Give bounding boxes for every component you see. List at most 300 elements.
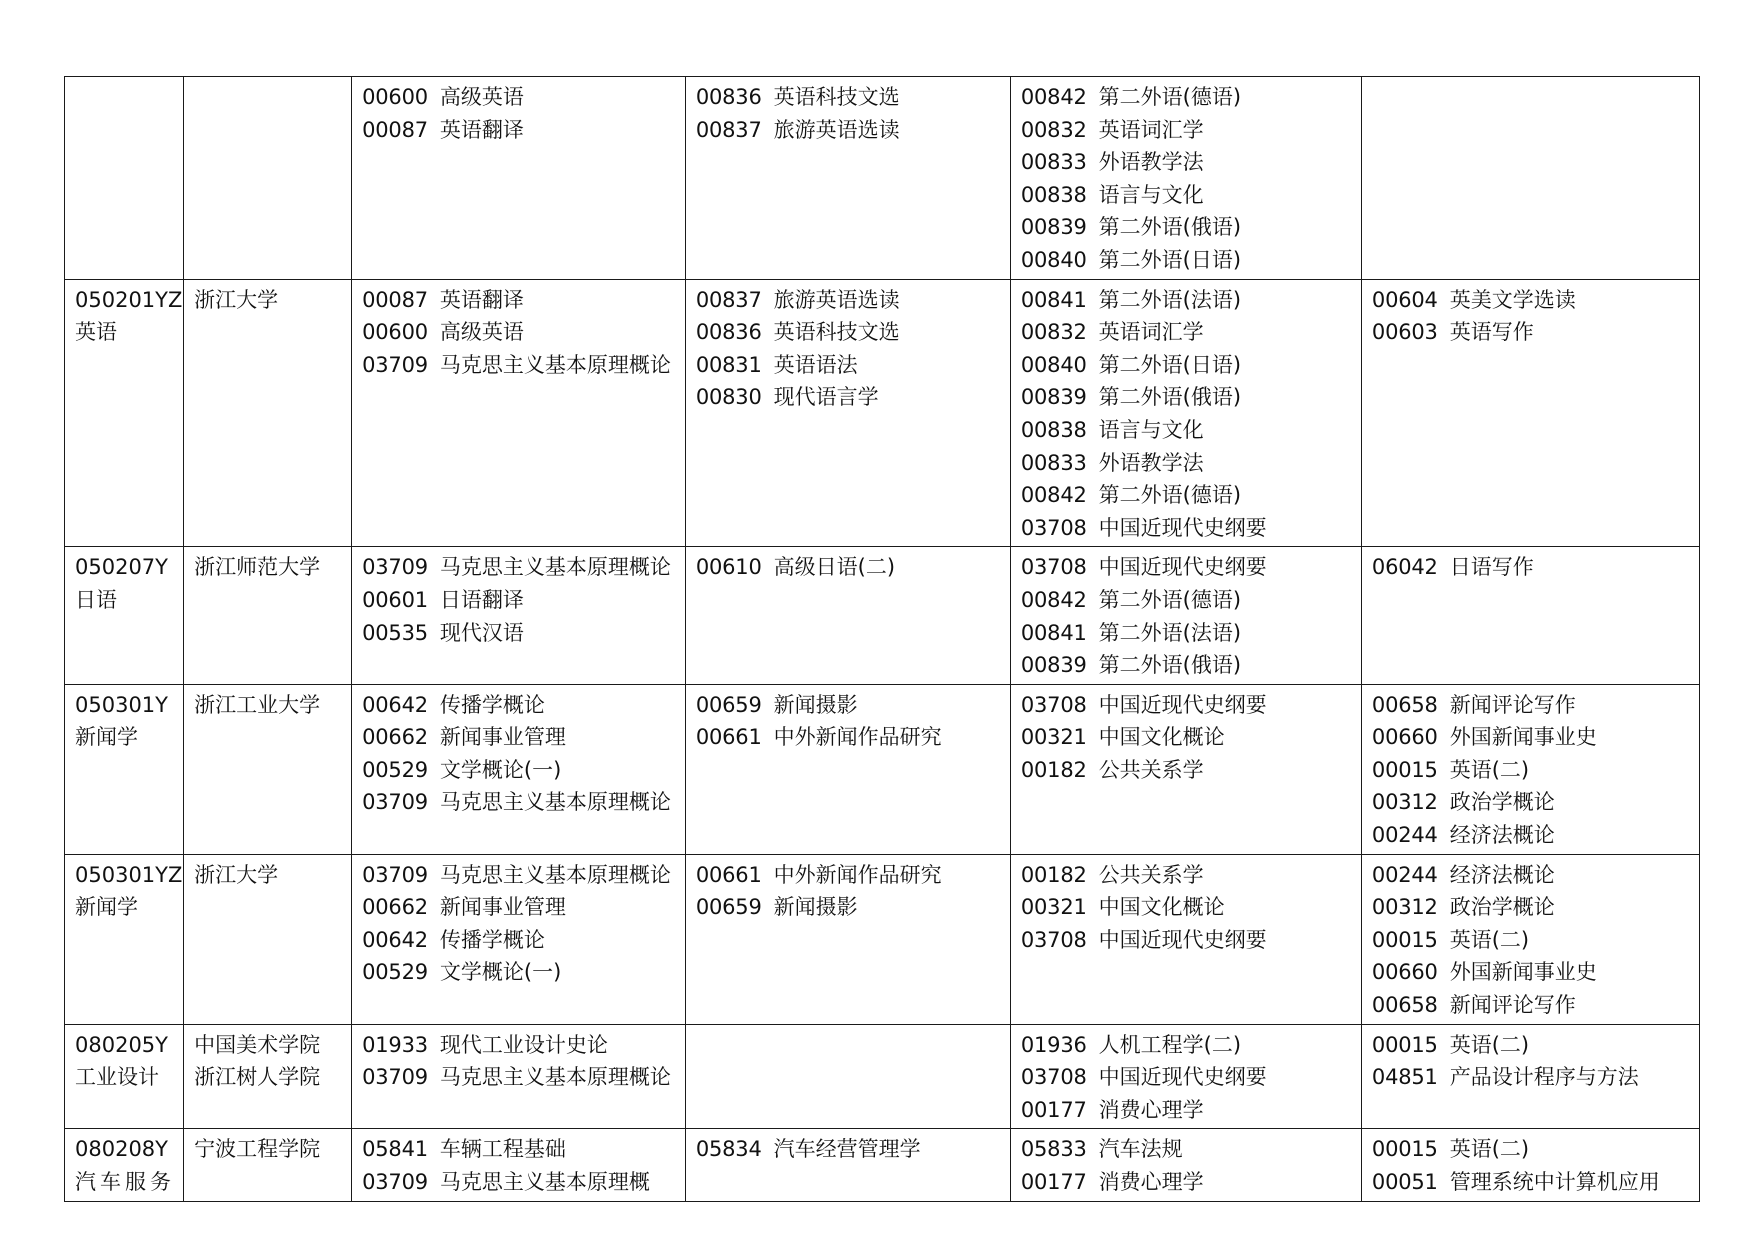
course-item bbox=[362, 956, 675, 989]
course-name: 第二外语(俄语) bbox=[1098, 385, 1242, 410]
major-name: 日语 bbox=[75, 587, 117, 612]
course-item bbox=[1372, 989, 1689, 1022]
course-name: 马克思主义基本原理概论 bbox=[439, 862, 671, 887]
course-code: 00182 bbox=[1020, 757, 1087, 782]
course-code: 00660 bbox=[1371, 960, 1438, 985]
major-cell bbox=[65, 684, 184, 854]
course-cell-c4 bbox=[1361, 684, 1699, 854]
major-cell bbox=[65, 279, 184, 547]
major-code: 080208Y bbox=[75, 1137, 168, 1162]
major-name: 汽车服务 bbox=[75, 1170, 175, 1194]
course-item bbox=[362, 1133, 675, 1166]
course-item bbox=[1372, 689, 1689, 722]
course-code: 04851 bbox=[1371, 1065, 1438, 1090]
course-code: 00244 bbox=[1371, 823, 1438, 848]
course-cell-c1 bbox=[352, 1024, 686, 1129]
course-name: 新闻事业管理 bbox=[439, 725, 566, 750]
course-cell-c3 bbox=[1010, 1024, 1361, 1129]
course-item bbox=[362, 1061, 675, 1094]
course-code: 00842 bbox=[1020, 85, 1087, 109]
course-item bbox=[362, 786, 675, 819]
major-code: 080205Y bbox=[75, 1032, 168, 1057]
course-code: 00015 bbox=[1371, 927, 1438, 952]
school-cell bbox=[184, 1129, 352, 1201]
course-code: 00529 bbox=[362, 960, 428, 985]
course-item bbox=[362, 617, 675, 650]
course-cell-c2 bbox=[685, 77, 1010, 280]
course-item bbox=[1021, 447, 1351, 480]
course-name: 第二外语(德语) bbox=[1098, 483, 1242, 508]
course-name: 英语翻译 bbox=[439, 117, 524, 142]
course-name: 汽车经营管理学 bbox=[773, 1137, 921, 1162]
course-name: 马克思主义基本原理概论 bbox=[439, 555, 671, 580]
course-name: 现代汉语 bbox=[439, 620, 524, 645]
course-code: 00535 bbox=[362, 620, 428, 645]
table-row bbox=[65, 1024, 1700, 1129]
course-item bbox=[696, 114, 1000, 147]
course-name: 经济法概论 bbox=[1449, 862, 1555, 887]
course-name: 马克思主义基本原理概论 bbox=[439, 790, 671, 815]
school-cell bbox=[184, 279, 352, 547]
course-cell-c2 bbox=[685, 279, 1010, 547]
course-code: 00604 bbox=[1371, 287, 1438, 312]
course-code: 00312 bbox=[1371, 790, 1438, 815]
course-code: 00832 bbox=[1020, 117, 1087, 142]
table-row bbox=[65, 77, 1700, 280]
course-name: 中国文化概论 bbox=[1098, 725, 1225, 750]
major-code: 050301Y bbox=[75, 692, 168, 717]
course-code: 00839 bbox=[1020, 385, 1087, 410]
course-name: 中外新闻作品研究 bbox=[773, 862, 942, 887]
course-code: 00658 bbox=[1371, 993, 1438, 1018]
course-code: 00836 bbox=[695, 320, 762, 345]
course-code: 05833 bbox=[1020, 1137, 1087, 1162]
school-name: 浙江大学 bbox=[194, 287, 279, 312]
course-code: 03708 bbox=[1020, 927, 1087, 952]
course-code: 00603 bbox=[1371, 320, 1438, 345]
course-code: 00837 bbox=[695, 287, 762, 312]
course-code: 03708 bbox=[1020, 1065, 1087, 1090]
course-code: 00600 bbox=[362, 85, 428, 109]
course-name: 新闻摄影 bbox=[773, 895, 858, 920]
school-name: 浙江工业大学 bbox=[194, 692, 321, 717]
school-name: 宁波工程学院 bbox=[194, 1137, 321, 1162]
course-code: 00529 bbox=[362, 757, 428, 782]
course-code: 00831 bbox=[695, 352, 762, 377]
course-item bbox=[362, 114, 675, 147]
course-code: 00321 bbox=[1020, 895, 1087, 920]
table-row bbox=[65, 1129, 1700, 1201]
course-item bbox=[362, 81, 675, 114]
course-item bbox=[1021, 1029, 1351, 1062]
course-code: 00177 bbox=[1020, 1170, 1087, 1194]
course-name: 外国新闻事业史 bbox=[1449, 960, 1597, 985]
course-name: 汽车法规 bbox=[1098, 1137, 1183, 1162]
course-item bbox=[1021, 349, 1351, 382]
course-cell-c4 bbox=[1361, 1129, 1699, 1201]
course-code: 00840 bbox=[1020, 247, 1087, 272]
course-item bbox=[1372, 1166, 1689, 1199]
course-code: 00015 bbox=[1371, 1137, 1438, 1162]
course-cell-c3 bbox=[1010, 547, 1361, 684]
course-item bbox=[1021, 1061, 1351, 1094]
course-name: 中国近现代史纲要 bbox=[1098, 692, 1267, 717]
course-name: 产品设计程序与方法 bbox=[1449, 1065, 1639, 1090]
course-item bbox=[362, 859, 675, 892]
course-name: 高级英语 bbox=[439, 85, 524, 109]
school-name: 中国美术学院 bbox=[194, 1032, 321, 1057]
course-item bbox=[1021, 551, 1351, 584]
course-item bbox=[1021, 689, 1351, 722]
course-cell-c1 bbox=[352, 547, 686, 684]
course-code: 00051 bbox=[1371, 1170, 1438, 1194]
course-code: 00837 bbox=[695, 117, 762, 142]
course-item bbox=[1021, 479, 1351, 512]
course-name: 英语翻译 bbox=[439, 287, 524, 312]
course-item bbox=[1372, 721, 1689, 754]
course-code: 00659 bbox=[695, 895, 762, 920]
course-name: 英语科技文选 bbox=[773, 320, 900, 345]
course-code: 00182 bbox=[1020, 862, 1087, 887]
major-cell bbox=[65, 547, 184, 684]
school-name: 浙江大学 bbox=[194, 862, 279, 887]
course-name: 英语(二) bbox=[1449, 1032, 1530, 1057]
course-name: 高级英语 bbox=[439, 320, 524, 345]
course-item bbox=[696, 316, 1000, 349]
course-item bbox=[696, 81, 1000, 114]
course-item bbox=[696, 689, 1000, 722]
course-item bbox=[696, 891, 1000, 924]
course-name: 公共关系学 bbox=[1098, 757, 1204, 782]
course-item bbox=[362, 689, 675, 722]
course-name: 文学概论(一) bbox=[439, 960, 562, 985]
course-name: 政治学概论 bbox=[1449, 895, 1555, 920]
course-item bbox=[1021, 859, 1351, 892]
course-code: 00600 bbox=[362, 320, 428, 345]
course-item bbox=[1372, 924, 1689, 957]
course-code: 03709 bbox=[362, 862, 428, 887]
course-item bbox=[362, 924, 675, 957]
course-item bbox=[1021, 146, 1351, 179]
course-item bbox=[1372, 1029, 1689, 1062]
course-code: 00832 bbox=[1020, 320, 1087, 345]
course-code: 00841 bbox=[1020, 287, 1087, 312]
major-name: 英语 bbox=[75, 320, 117, 345]
table-row bbox=[65, 279, 1700, 547]
course-code: 00838 bbox=[1020, 417, 1087, 442]
course-name: 第二外语(德语) bbox=[1098, 587, 1242, 612]
course-cell-c4 bbox=[1361, 854, 1699, 1024]
course-code: 00661 bbox=[695, 862, 762, 887]
major-cell bbox=[65, 77, 184, 280]
course-item bbox=[1021, 649, 1351, 682]
course-code: 00839 bbox=[1020, 653, 1087, 678]
course-name: 现代语言学 bbox=[773, 385, 879, 410]
course-code: 00842 bbox=[1020, 587, 1087, 612]
course-item bbox=[362, 349, 675, 382]
course-code: 00087 bbox=[362, 117, 428, 142]
course-cell-c4 bbox=[1361, 547, 1699, 684]
course-code: 00841 bbox=[1020, 620, 1087, 645]
table-body bbox=[65, 77, 1700, 1202]
course-cell-c1 bbox=[352, 854, 686, 1024]
course-name: 第二外语(日语) bbox=[1098, 352, 1242, 377]
course-name: 英语语法 bbox=[773, 352, 858, 377]
course-item bbox=[1021, 617, 1351, 650]
course-code: 00840 bbox=[1020, 352, 1087, 377]
course-code: 00312 bbox=[1371, 895, 1438, 920]
major-name: 新闻学 bbox=[75, 725, 138, 750]
table-row bbox=[65, 547, 1700, 684]
course-name: 语言与文化 bbox=[1098, 182, 1204, 207]
course-item bbox=[362, 754, 675, 787]
course-name: 公共关系学 bbox=[1098, 862, 1204, 887]
course-item bbox=[1021, 1094, 1351, 1127]
course-name: 英语写作 bbox=[1449, 320, 1534, 345]
school-cell bbox=[184, 684, 352, 854]
course-item bbox=[1372, 859, 1689, 892]
course-code: 05841 bbox=[362, 1137, 428, 1162]
major-cell bbox=[65, 1024, 184, 1129]
course-item bbox=[1021, 179, 1351, 212]
course-name: 消费心理学 bbox=[1098, 1097, 1204, 1122]
course-name: 英语(二) bbox=[1449, 927, 1530, 952]
course-code: 00660 bbox=[1371, 725, 1438, 750]
course-name: 第二外语(日语) bbox=[1098, 247, 1242, 272]
course-cell-c1 bbox=[352, 1129, 686, 1201]
course-item bbox=[1021, 381, 1351, 414]
course-item bbox=[1372, 551, 1689, 584]
course-item bbox=[1021, 284, 1351, 317]
course-name: 英语(二) bbox=[1449, 1137, 1530, 1162]
course-name: 经济法概论 bbox=[1449, 823, 1555, 848]
course-code: 03709 bbox=[362, 352, 428, 377]
course-item bbox=[1021, 754, 1351, 787]
course-code: 00177 bbox=[1020, 1097, 1087, 1122]
course-name: 英语词汇学 bbox=[1098, 117, 1204, 142]
course-item bbox=[1372, 284, 1689, 317]
course-item bbox=[1021, 1133, 1351, 1166]
course-name: 第二外语(俄语) bbox=[1098, 215, 1242, 240]
course-code: 01933 bbox=[362, 1032, 428, 1057]
course-cell-c1 bbox=[352, 684, 686, 854]
major-code: 050207Y bbox=[75, 555, 168, 580]
course-name: 英美文学选读 bbox=[1449, 287, 1576, 312]
course-code: 00659 bbox=[695, 692, 762, 717]
course-name: 中外新闻作品研究 bbox=[773, 725, 942, 750]
course-code: 00842 bbox=[1020, 483, 1087, 508]
major-cell bbox=[65, 854, 184, 1024]
course-item bbox=[1372, 786, 1689, 819]
course-name: 新闻事业管理 bbox=[439, 895, 566, 920]
course-name: 新闻评论写作 bbox=[1449, 993, 1576, 1018]
major-cell bbox=[65, 1129, 184, 1201]
course-code: 00662 bbox=[362, 895, 428, 920]
course-code: 00833 bbox=[1020, 450, 1087, 475]
course-cell-c1 bbox=[352, 279, 686, 547]
course-name: 人机工程学(二) bbox=[1098, 1032, 1242, 1057]
course-item bbox=[362, 551, 675, 584]
course-item bbox=[1021, 81, 1351, 114]
course-code: 06042 bbox=[1371, 555, 1438, 580]
course-cell-c3 bbox=[1010, 77, 1361, 280]
course-item bbox=[362, 284, 675, 317]
course-code: 03708 bbox=[1020, 515, 1087, 540]
course-code: 00833 bbox=[1020, 150, 1087, 175]
course-name: 传播学概论 bbox=[439, 692, 545, 717]
course-name: 旅游英语选读 bbox=[773, 117, 900, 142]
school-cell bbox=[184, 1024, 352, 1129]
course-item bbox=[696, 284, 1000, 317]
exam-course-table bbox=[64, 76, 1700, 1202]
course-name: 车辆工程基础 bbox=[439, 1137, 566, 1162]
major-name: 工业设计 bbox=[75, 1065, 159, 1090]
course-name: 第二外语(德语) bbox=[1098, 85, 1242, 109]
course-code: 00015 bbox=[1371, 1032, 1438, 1057]
course-item bbox=[362, 1029, 675, 1062]
course-cell-c3 bbox=[1010, 854, 1361, 1024]
course-item bbox=[1021, 114, 1351, 147]
course-item bbox=[1021, 891, 1351, 924]
course-name: 第二外语(俄语) bbox=[1098, 653, 1242, 678]
course-cell-c2 bbox=[685, 854, 1010, 1024]
course-name: 中国近现代史纲要 bbox=[1098, 555, 1267, 580]
course-name: 传播学概论 bbox=[439, 927, 545, 952]
course-item bbox=[1372, 956, 1689, 989]
course-item bbox=[1021, 721, 1351, 754]
course-item bbox=[1372, 891, 1689, 924]
course-cell-c2 bbox=[685, 684, 1010, 854]
table-row bbox=[65, 684, 1700, 854]
course-item bbox=[696, 381, 1000, 414]
course-code: 00610 bbox=[695, 555, 762, 580]
course-name: 中国近现代史纲要 bbox=[1098, 1065, 1267, 1090]
course-name: 第二外语(法语) bbox=[1098, 287, 1242, 312]
school-cell bbox=[184, 77, 352, 280]
course-item bbox=[362, 1166, 675, 1199]
course-name: 第二外语(法语) bbox=[1098, 620, 1242, 645]
course-code: 00661 bbox=[695, 725, 762, 750]
course-code: 00601 bbox=[362, 587, 428, 612]
course-item bbox=[1021, 1166, 1351, 1199]
course-code: 03709 bbox=[362, 1065, 428, 1090]
course-item bbox=[696, 551, 1000, 584]
course-item bbox=[1021, 924, 1351, 957]
course-item bbox=[1372, 754, 1689, 787]
table-row bbox=[65, 854, 1700, 1024]
course-cell-c2 bbox=[685, 1024, 1010, 1129]
course-code: 00642 bbox=[362, 692, 428, 717]
course-name: 英语词汇学 bbox=[1098, 320, 1204, 345]
course-item bbox=[1021, 584, 1351, 617]
course-name: 中国近现代史纲要 bbox=[1098, 515, 1267, 540]
course-item bbox=[362, 584, 675, 617]
course-name: 中国文化概论 bbox=[1098, 895, 1225, 920]
course-cell-c2 bbox=[685, 1129, 1010, 1201]
course-name: 日语翻译 bbox=[439, 587, 524, 612]
course-code: 00321 bbox=[1020, 725, 1087, 750]
course-name: 高级日语(二) bbox=[773, 555, 896, 580]
course-item bbox=[1372, 819, 1689, 852]
course-code: 00830 bbox=[695, 385, 762, 410]
course-code: 00087 bbox=[362, 287, 428, 312]
course-name: 马克思主义基本原理概论 bbox=[439, 1065, 671, 1090]
course-name: 现代工业设计史论 bbox=[439, 1032, 608, 1057]
course-item bbox=[1021, 211, 1351, 244]
course-code: 00838 bbox=[1020, 182, 1087, 207]
course-name: 英语(二) bbox=[1449, 757, 1530, 782]
course-cell-c1 bbox=[352, 77, 686, 280]
course-code: 00836 bbox=[695, 85, 762, 109]
course-item bbox=[1372, 316, 1689, 349]
course-cell-c4 bbox=[1361, 1024, 1699, 1129]
school-cell bbox=[184, 547, 352, 684]
course-cell-c2 bbox=[685, 547, 1010, 684]
course-name: 消费心理学 bbox=[1098, 1170, 1204, 1194]
course-name: 政治学概论 bbox=[1449, 790, 1555, 815]
course-name: 马克思主义基本原理概 bbox=[439, 1170, 650, 1194]
course-item bbox=[696, 859, 1000, 892]
course-code: 00015 bbox=[1371, 757, 1438, 782]
course-code: 03709 bbox=[362, 555, 428, 580]
course-item bbox=[1021, 414, 1351, 447]
course-code: 00662 bbox=[362, 725, 428, 750]
course-item bbox=[1021, 512, 1351, 545]
course-item bbox=[1021, 244, 1351, 277]
school-name: 浙江师范大学 bbox=[194, 555, 321, 580]
course-item bbox=[1372, 1061, 1689, 1094]
course-item bbox=[696, 349, 1000, 382]
course-name: 语言与文化 bbox=[1098, 417, 1204, 442]
school-name: 浙江树人学院 bbox=[194, 1065, 321, 1090]
course-item bbox=[362, 721, 675, 754]
course-name: 管理系统中计算机应用 bbox=[1449, 1170, 1660, 1194]
course-code: 03709 bbox=[362, 1170, 428, 1194]
course-item bbox=[1372, 1133, 1689, 1166]
course-code: 05834 bbox=[695, 1137, 762, 1162]
course-name: 外语教学法 bbox=[1098, 450, 1204, 475]
course-code: 01936 bbox=[1020, 1032, 1087, 1057]
course-code: 00839 bbox=[1020, 215, 1087, 240]
major-code: 050201YZ bbox=[75, 287, 183, 312]
course-cell-c4 bbox=[1361, 279, 1699, 547]
major-name: 新闻学 bbox=[75, 895, 138, 920]
course-cell-c4 bbox=[1361, 77, 1699, 280]
course-name: 文学概论(一) bbox=[439, 757, 562, 782]
course-item bbox=[696, 1133, 1000, 1166]
course-name: 外语教学法 bbox=[1098, 150, 1204, 175]
course-code: 00658 bbox=[1371, 692, 1438, 717]
course-cell-c3 bbox=[1010, 279, 1361, 547]
course-cell-c3 bbox=[1010, 1129, 1361, 1201]
school-cell bbox=[184, 854, 352, 1024]
course-name: 英语科技文选 bbox=[773, 85, 900, 109]
course-name: 新闻摄影 bbox=[773, 692, 858, 717]
course-item bbox=[362, 316, 675, 349]
course-code: 00642 bbox=[362, 927, 428, 952]
course-code: 03708 bbox=[1020, 692, 1087, 717]
course-item bbox=[1021, 316, 1351, 349]
course-name: 新闻评论写作 bbox=[1449, 692, 1576, 717]
major-code: 050301YZ bbox=[75, 862, 183, 887]
course-name: 外国新闻事业史 bbox=[1449, 725, 1597, 750]
course-name: 日语写作 bbox=[1449, 555, 1534, 580]
course-name: 马克思主义基本原理概论 bbox=[439, 352, 671, 377]
course-cell-c3 bbox=[1010, 684, 1361, 854]
course-item bbox=[696, 721, 1000, 754]
course-name: 中国近现代史纲要 bbox=[1098, 927, 1267, 952]
course-item bbox=[362, 891, 675, 924]
